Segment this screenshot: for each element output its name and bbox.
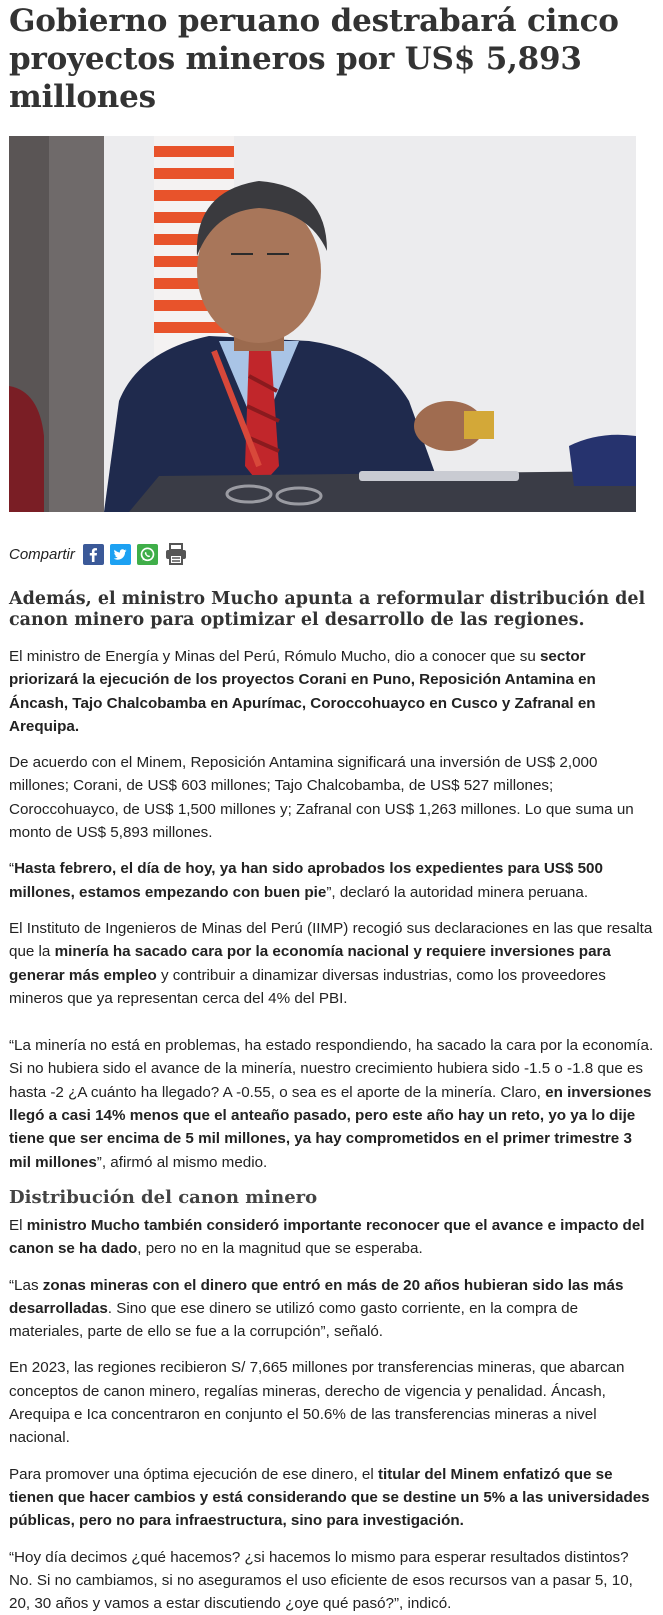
article-hero-image xyxy=(9,136,636,512)
minister-photo xyxy=(9,136,636,512)
article-paragraph: El Instituto de Ingenieros de Minas del Perú (IIMP) recogió sus declaraciones en las que resalta que la minería ha sacado cara por la economía nacional y requiere inversiones para generar más empleo y contribuir a dinamizar diversas industrias, como los proveedores mineros que ya representan cerca del 4% del PBI. xyxy=(9,917,654,1010)
article-paragraph: “Hasta febrero, el día de hoy, ya han sido aprobados los expedientes para US$ 500 millones, estamos empezando con buen pie”, declaró la autoridad minera peruana. xyxy=(9,857,654,904)
print-icon[interactable] xyxy=(164,542,188,566)
article-paragraph: El ministro Mucho también consideró importante reconocer que el avance e impacto del canon se ha dado, pero no en la magnitud que se esperaba. xyxy=(9,1214,654,1261)
whatsapp-icon[interactable] xyxy=(137,544,158,565)
article-paragraph: En 2023, las regiones recibieron S/ 7,665 millones por transferencias mineras, que abarcan conceptos de canon minero, regalías mineras, derecho de vigencia y penalidad. Áncash, Arequipa e Ica concentraron en conjunto el 50.6% de las transferencias mineras a nivel nacional. xyxy=(9,1356,654,1449)
article-paragraph: Para promover una óptima ejecución de ese dinero, el titular del Minem enfatizó que se tienen que hacer cambios y está considerando que se destine un 5% a las universidades públicas, pero no para infraestructura, sino para investigación. xyxy=(9,1463,654,1533)
article-paragraph: El ministro de Energía y Minas del Perú, Rómulo Mucho, dio a conocer que su sector priorizará la ejecución de los proyectos Corani en Puno, Reposición Antamina en Áncash, Tajo Chalcobamba en Apurímac, Coroccohuayco en Cusco y Zafranal en Arequipa. xyxy=(9,645,654,738)
article-subheading: Distribución del canon minero xyxy=(9,1187,654,1209)
article-paragraph: “La minería no está en problemas, ha estado respondiendo, ha sacado la cara por la economía. Si no hubiera sido el avance de la minería, nuestro crecimiento hubiera sido -1.5 o -1.8 que es hasta -2 ¿A cuánto ha llegado? A -0.55, o sea es el aporte de la minería. Claro, en inversiones llegó a casi 14% menos que el anteaño pasado, pero este año hay un reto, yo ya lo dije tiene que ser encima de 5 mil millones, ya hay comprometidos en el primer trimestre 3 mil millones”, afirmó al mismo medio. xyxy=(9,1034,654,1174)
twitter-icon[interactable] xyxy=(110,544,131,565)
article-paragraph: “Hoy día decimos ¿qué hacemos? ¿si hacemos lo mismo para esperar resultados distintos? No. Si no cambiamos, si no aseguramos el uso eficiente de esos recursos van a pasar 5, 10, 20, 30 años y vamos a estar discutiendo ¿oye qué pasó?”, indicó. xyxy=(9,1546,654,1615)
article-paragraph: “Las zonas mineras con el dinero que entró en más de 20 años hubieran sido las más desarrolladas. Sino que ese dinero se utilizó como gasto corriente, en la compra de materiales, parte de ello se fue a la corrupción”, señaló. xyxy=(9,1274,654,1344)
article-title: Gobierno peruano destrabará cinco proyectos mineros por US$ 5,893 millones xyxy=(9,2,654,116)
share-label: Compartir xyxy=(9,546,75,563)
article-paragraph: De acuerdo con el Minem, Reposición Antamina significará una inversión de US$ 2,000 millones; Corani, de US$ 603 millones; Tajo Chalcobamba, de US$ 527 millones; Coroccohuayco, de US$ 1,500 millones y; Zafranal con US$ 1,263 millones. Lo que suma un monto de US$ 5,893 millones. xyxy=(9,751,654,844)
facebook-icon[interactable] xyxy=(83,544,104,565)
article-lead: Además, el ministro Mucho apunta a reformular distribución del canon minero para optimizar el desarrollo de las regiones. xyxy=(9,589,654,631)
share-bar xyxy=(9,541,654,567)
article xyxy=(0,2,663,1615)
